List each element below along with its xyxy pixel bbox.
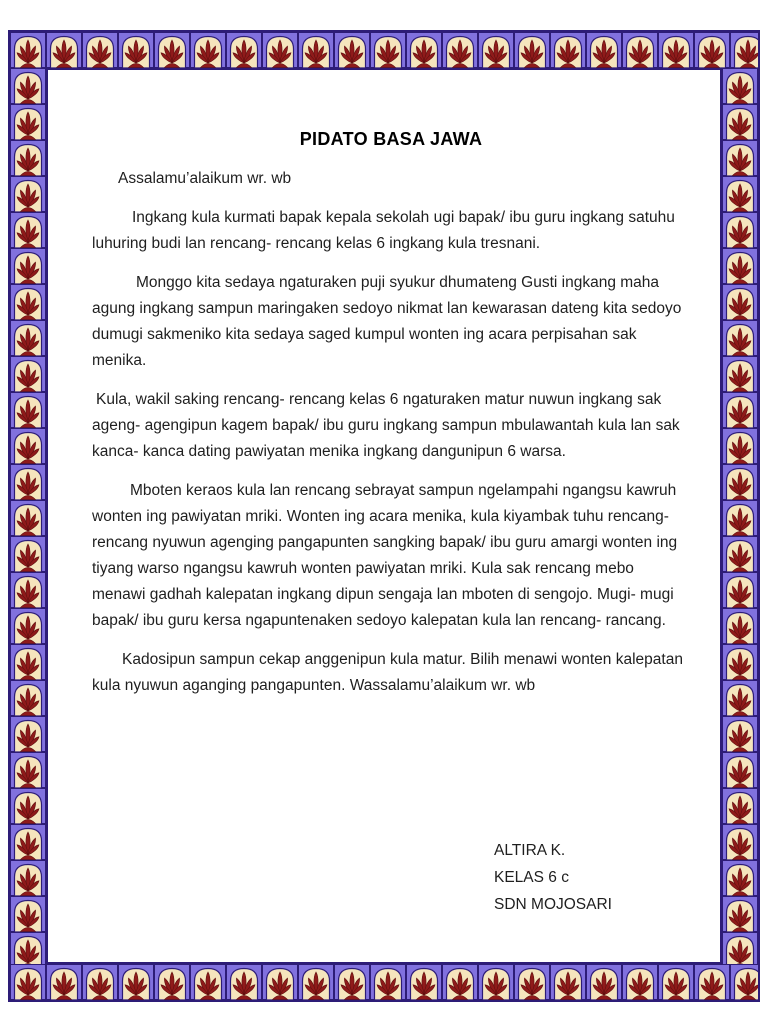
border-ornament-right (722, 68, 758, 964)
speech-paragraph: Monggo kita sedaya ngaturaken puji syukur dhumateng Gusti ingkang maha agung ingkang sampun maringaken sedoyo nikmat lan kewarasan dateng kita sedoyo dumugi sakmeniko kita sedaya saged kumpul wonten ing acara perpisahan sak menika. (92, 274, 682, 369)
signature-block (494, 837, 690, 918)
greeting-line: Assalamu’alaikum wr. wb (118, 170, 292, 187)
speech-content (46, 68, 722, 964)
speech-paragraph: Mboten keraos kula lan rencang sebrayat sampun ngelampahi ngangsu kawruh wonten ing pawiyatan mriki. Wonten ing acara menika, kula kiyambak tuhu rencang- rencang nyuwun agenging pangapunten sangking bapak/ ibu guru amargi wonten ing tiyang warso ngangsu kawruh wonten pawiyatan mriki. Kula sak rencang mebo menawi gadhah kalepatan ingkang dipun sengaja lan mboten di sengojo. Mugi- mugi bapak/ ibu guru kersa ngapuntenaken sedoyo kalepatan kula lan rencang- rancang. (92, 482, 678, 629)
border-ornament-top (10, 32, 758, 68)
speech-paragraph: Kadosipun sampun cekap anggenipun kula matur. Bilih menawi wonten kalepatan kula nyuwun aganging pangapunten. Wassalamu’alaikum wr. wb (92, 651, 683, 694)
signature-name: ALTIRA K. (494, 842, 566, 859)
border-ornament-left (10, 68, 46, 964)
speech-paragraph: Ingkang kula kurmati bapak kepala sekolah ugi bapak/ ibu guru ingkang satuhu luhuring budi lan rencang- rencang kelas 6 ingkang kula tresnani. (92, 209, 675, 252)
signature-school: SDN MOJOSARI (494, 896, 612, 913)
signature-class: KELAS 6 c (494, 869, 569, 886)
border-ornament-bottom (10, 964, 758, 1000)
speech-paragraph: Kula, wakil saking rencang- rencang kelas 6 ngaturaken matur nuwun ingkang sak ageng- agengipun kagem bapak/ ibu guru ingkang sampun mbulawantah kula lan sak kanca- kanca dating pawiyatan menika ingkang dangunipun 6 warsa. (92, 391, 680, 460)
page-title: PIDATO BASA JAWA (299, 129, 483, 149)
decorative-border-frame (8, 30, 760, 1002)
